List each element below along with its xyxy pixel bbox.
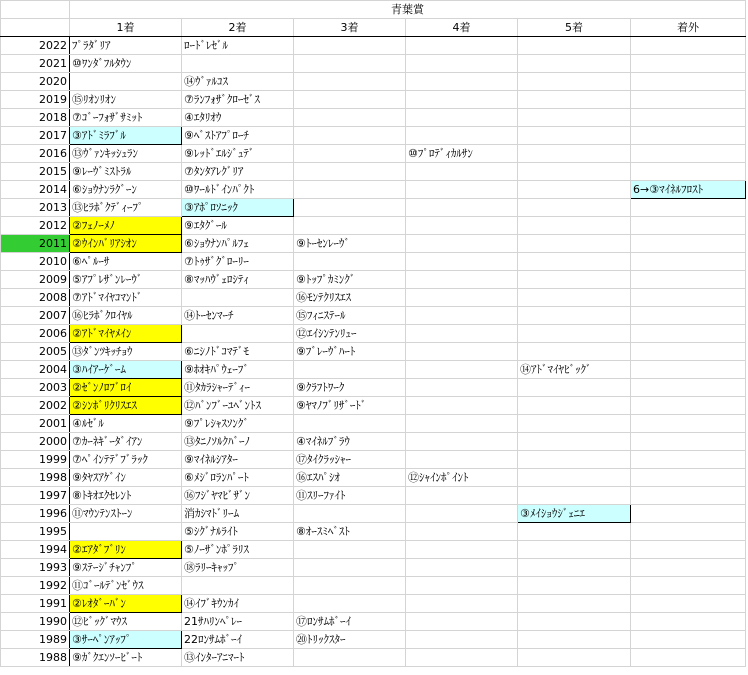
result-cell[interactable]: 21ｻﾊﾘﾝﾍﾟﾚｰ (182, 613, 294, 631)
result-cell[interactable] (518, 379, 631, 397)
table-row (1, 55, 746, 73)
result-cell[interactable]: ⑬ｳﾞｧﾝｷｯｼｭﾗﾝ (70, 145, 182, 163)
result-cell[interactable] (406, 559, 518, 577)
result-cell[interactable] (406, 91, 518, 109)
year-cell[interactable]: 1998 (1, 469, 70, 487)
result-cell[interactable]: ②ｾﾞﾝﾉﾛﾌﾞﾛｲ (70, 379, 182, 397)
result-cell[interactable] (631, 415, 746, 433)
result-cell[interactable] (70, 523, 182, 541)
result-cell[interactable]: ⑥ﾒｼﾞﾛﾗﾝﾊﾟｰﾄ (182, 469, 294, 487)
result-cell[interactable]: ⑨ﾌﾟﾚｼｬｽｿﾝｸﾞ (182, 415, 294, 433)
header-3rd[interactable]: 3着 (294, 19, 406, 37)
result-cell[interactable]: ⑧ﾏｯﾊｳﾞｪﾛｼﾃｨ (182, 271, 294, 289)
result-cell[interactable]: ⑥ｼｮｳﾅﾝﾊﾟﾙﾌｪ (182, 235, 294, 253)
result-cell[interactable]: ⑱ﾗﾘｰｷｬｯﾌﾟ (182, 559, 294, 577)
result-cell[interactable] (631, 379, 746, 397)
result-cell[interactable]: ⑩ﾌﾟﾛﾃﾞｨｶﾙｻﾝ (406, 145, 518, 163)
table-row (1, 37, 746, 55)
result-cell[interactable] (518, 289, 631, 307)
result-cell[interactable]: ⑧ｵｰｽﾐﾍﾞｽﾄ (294, 523, 406, 541)
result-cell[interactable] (518, 181, 631, 199)
table-row (1, 451, 746, 469)
year-cell[interactable]: 1994 (1, 541, 70, 559)
result-cell[interactable] (631, 505, 746, 523)
table-row (1, 523, 746, 541)
year-cell[interactable]: 1995 (1, 523, 70, 541)
result-cell[interactable]: ⑪ｺﾞｰﾙﾃﾞﾝｾﾞｳｽ (70, 577, 182, 595)
result-cell[interactable] (294, 199, 406, 217)
result-cell[interactable]: ⑨ﾌﾞﾚｰｳﾞﾊｰﾄ (294, 343, 406, 361)
year-cell[interactable]: 2007 (1, 307, 70, 325)
result-cell[interactable]: ③ﾒｲｼｮｳｼﾞｪﾆｴ (518, 505, 631, 523)
result-cell[interactable]: ⑮ﾌｨﾆｽﾃｰﾙ (294, 307, 406, 325)
result-cell[interactable] (631, 73, 746, 91)
result-cell[interactable] (406, 253, 518, 271)
result-cell[interactable]: ⑰ﾀｲｸﾗｯｼｬｰ (294, 451, 406, 469)
result-cell[interactable] (406, 163, 518, 181)
result-cell[interactable] (631, 361, 746, 379)
result-cell[interactable] (518, 397, 631, 415)
result-cell[interactable] (631, 523, 746, 541)
table-row (1, 343, 746, 361)
result-cell[interactable] (518, 433, 631, 451)
result-cell[interactable] (518, 469, 631, 487)
year-cell[interactable]: 2015 (1, 163, 70, 181)
header-1st[interactable]: 1着 (70, 19, 182, 37)
result-cell[interactable] (406, 289, 518, 307)
year-cell[interactable]: 1993 (1, 559, 70, 577)
result-cell[interactable] (294, 559, 406, 577)
result-cell[interactable] (406, 37, 518, 55)
year-cell[interactable]: 2018 (1, 109, 70, 127)
result-cell[interactable]: 消ｶｼﾏﾄﾞﾘｰﾑ (182, 505, 294, 523)
result-cell[interactable] (182, 325, 294, 343)
result-cell[interactable] (518, 343, 631, 361)
result-cell[interactable] (294, 415, 406, 433)
result-cell[interactable]: ③ｱﾎﾟﾛｿﾆｯｸ (182, 199, 294, 217)
result-cell[interactable] (518, 577, 631, 595)
year-cell[interactable]: 1990 (1, 613, 70, 631)
table-row (1, 199, 746, 217)
result-cell[interactable]: ⑫ｴｲｼﾝﾃﾝﾘｭｰ (294, 325, 406, 343)
result-cell[interactable] (631, 163, 746, 181)
year-cell[interactable]: 2008 (1, 289, 70, 307)
result-cell[interactable] (631, 433, 746, 451)
result-cell[interactable]: ⑦ﾄｩｻﾞｸﾞﾛｰﾘｰ (182, 253, 294, 271)
table-row (1, 163, 746, 181)
result-cell[interactable] (631, 307, 746, 325)
year-cell[interactable]: 1991 (1, 595, 70, 613)
year-cell[interactable]: 2013 (1, 199, 70, 217)
result-cell[interactable] (518, 91, 631, 109)
result-cell[interactable]: ⑦ｱﾄﾞﾏｲﾔｺﾏﾝﾄﾞ (70, 289, 182, 307)
result-cell[interactable] (518, 631, 631, 649)
result-cell[interactable] (406, 613, 518, 631)
year-cell[interactable]: 2020 (1, 73, 70, 91)
result-cell[interactable] (631, 649, 746, 667)
result-cell[interactable] (406, 307, 518, 325)
table-row (1, 181, 746, 199)
result-cell[interactable] (631, 109, 746, 127)
result-cell[interactable]: ⑯ﾓﾝﾃｸﾘｽｴｽ (294, 289, 406, 307)
result-cell[interactable]: ②ｴｱﾀﾞﾌﾞﾘﾝ (70, 541, 182, 559)
result-cell[interactable] (406, 325, 518, 343)
result-cell[interactable] (631, 631, 746, 649)
result-cell[interactable]: ②ﾚｵﾀﾞｰﾊﾞﾝ (70, 595, 182, 613)
result-cell[interactable] (518, 127, 631, 145)
result-cell[interactable]: 6→③ﾏｲﾈﾙﾌﾛｽﾄ (631, 181, 746, 199)
result-cell[interactable] (631, 271, 746, 289)
result-cell[interactable] (406, 523, 518, 541)
result-cell[interactable] (294, 577, 406, 595)
result-cell[interactable]: ⑨ﾏｲﾈﾙｼｱﾀｰ (182, 451, 294, 469)
result-cell[interactable] (518, 415, 631, 433)
table-row (1, 613, 746, 631)
table-row (1, 631, 746, 649)
result-cell[interactable]: ⑤ｼｸﾞﾅﾙﾗｲﾄ (182, 523, 294, 541)
result-cell[interactable]: ③ｱﾄﾞﾐﾗﾌﾞﾙ (70, 127, 182, 145)
result-cell[interactable] (518, 235, 631, 253)
result-cell[interactable]: ④ﾙｾﾞﾙ (70, 415, 182, 433)
result-cell[interactable]: ﾛｰﾄﾞﾚｾﾞﾙ (182, 37, 294, 55)
result-cell[interactable] (518, 325, 631, 343)
result-cell[interactable] (70, 73, 182, 91)
result-cell[interactable] (518, 487, 631, 505)
header-row (1, 19, 746, 37)
result-cell[interactable] (518, 109, 631, 127)
result-cell[interactable] (518, 559, 631, 577)
result-cell[interactable] (631, 397, 746, 415)
table-row (1, 415, 746, 433)
result-cell[interactable] (518, 217, 631, 235)
result-cell[interactable] (631, 559, 746, 577)
result-cell[interactable] (294, 595, 406, 613)
result-cell[interactable] (518, 595, 631, 613)
result-cell[interactable] (518, 523, 631, 541)
result-cell[interactable] (294, 37, 406, 55)
result-cell[interactable]: ⑬ﾀﾞﾝﾂｷｯﾁｮｳ (70, 343, 182, 361)
result-cell[interactable] (631, 37, 746, 55)
year-cell[interactable]: 2022 (1, 37, 70, 55)
header-other[interactable]: 着外 (631, 19, 746, 37)
result-cell[interactable]: ⑫ｼｬｲﾝﾎﾟｲﾝﾄ (406, 469, 518, 487)
result-cell[interactable] (182, 55, 294, 73)
result-cell[interactable] (631, 253, 746, 271)
result-cell[interactable] (406, 235, 518, 253)
result-cell[interactable] (294, 217, 406, 235)
table-row (1, 109, 746, 127)
result-cell[interactable] (631, 145, 746, 163)
table-row (1, 577, 746, 595)
result-cell[interactable] (294, 73, 406, 91)
result-cell[interactable]: ⑬ｲﾝﾀｰｱﾆﾏｰﾄ (182, 649, 294, 667)
result-cell[interactable] (518, 199, 631, 217)
result-cell[interactable]: ⑪ﾏｳﾝﾃﾝｽﾄｰﾝ (70, 505, 182, 523)
year-cell[interactable]: 1996 (1, 505, 70, 523)
result-cell[interactable]: ②ｼﾝﾎﾞﾘｸﾘｽｴｽ (70, 397, 182, 415)
result-cell[interactable]: ⑦ﾀﾝﾀｱﾚｸﾞﾘｱ (182, 163, 294, 181)
result-cell[interactable]: ②ｳｲﾝﾊﾞﾘｱｼｵﾝ (70, 235, 182, 253)
result-cell[interactable]: ②ﾌｪﾉｰﾒﾉ (70, 217, 182, 235)
result-cell[interactable]: ⑩ﾜｰﾙﾄﾞｲﾝﾊﾟｸﾄ (182, 181, 294, 199)
result-cell[interactable]: ⑨ﾄｰｾﾝﾚｰｳﾞ (294, 235, 406, 253)
result-cell[interactable] (294, 181, 406, 199)
result-cell[interactable]: ⑨ﾄｯﾌﾟｶﾐﾝｸﾞ (294, 271, 406, 289)
sheet-title[interactable]: 青葉賞 (70, 1, 746, 19)
result-cell[interactable]: ⑯ﾋﾗﾎﾞｸﾛｲﾔﾙ (70, 307, 182, 325)
result-cell[interactable]: ⑨ｸﾗﾌﾄﾜｰｸ (294, 379, 406, 397)
result-cell[interactable] (294, 163, 406, 181)
result-cell[interactable]: ⑦ｺﾞｰﾌｫｻﾞｻﾐｯﾄ (70, 109, 182, 127)
year-cell[interactable]: 2004 (1, 361, 70, 379)
result-cell[interactable] (518, 55, 631, 73)
result-cell[interactable] (631, 487, 746, 505)
table-row (1, 541, 746, 559)
result-cell[interactable]: ⑭ｱﾄﾞﾏｲﾔﾋﾞｯｸﾞ (518, 361, 631, 379)
result-cell[interactable] (518, 253, 631, 271)
result-cell[interactable] (294, 253, 406, 271)
result-cell[interactable]: ⑥ﾍﾟﾙｰｻ (70, 253, 182, 271)
result-cell[interactable]: ⑫ﾋﾞｯｸﾞﾏｳｽ (70, 613, 182, 631)
result-cell[interactable] (406, 433, 518, 451)
result-cell[interactable] (406, 109, 518, 127)
result-cell[interactable]: ⑮ﾘｵﾝﾘｵﾝ (70, 91, 182, 109)
result-cell[interactable] (294, 55, 406, 73)
result-cell[interactable] (406, 55, 518, 73)
result-cell[interactable]: ⑨ｶﾞｸｴﾝｿｰﾋﾞｰﾄ (70, 649, 182, 667)
result-cell[interactable]: ②ｱﾄﾞﾏｲﾔﾒｲﾝ (70, 325, 182, 343)
result-cell[interactable]: ③ｻｰﾍﾟﾝｱｯﾌﾟ (70, 631, 182, 649)
result-cell[interactable]: ⑨ﾎｵｷﾊﾟｳｪｰﾌﾞ (182, 361, 294, 379)
result-cell[interactable] (182, 577, 294, 595)
result-cell[interactable] (631, 289, 746, 307)
table-row (1, 91, 746, 109)
table-row (1, 379, 746, 397)
result-cell[interactable] (631, 469, 746, 487)
year-cell[interactable]: 2000 (1, 433, 70, 451)
year-cell[interactable]: 2014 (1, 181, 70, 199)
table-row (1, 235, 746, 253)
result-cell[interactable] (406, 541, 518, 559)
result-cell[interactable] (518, 649, 631, 667)
result-cell[interactable] (518, 37, 631, 55)
table-row (1, 145, 746, 163)
table-row (1, 271, 746, 289)
table-row (1, 361, 746, 379)
result-cell[interactable]: ④ｴﾀﾘｵｳ (182, 109, 294, 127)
result-cell[interactable] (631, 451, 746, 469)
year-cell[interactable]: 2006 (1, 325, 70, 343)
result-cell[interactable] (406, 451, 518, 469)
result-cell[interactable] (294, 109, 406, 127)
table-row (1, 487, 746, 505)
result-cell[interactable] (631, 55, 746, 73)
result-cell[interactable] (406, 379, 518, 397)
result-cell[interactable] (294, 91, 406, 109)
result-cell[interactable] (294, 145, 406, 163)
result-cell[interactable] (518, 541, 631, 559)
year-cell[interactable]: 2005 (1, 343, 70, 361)
table-row (1, 469, 746, 487)
result-cell[interactable] (406, 577, 518, 595)
result-cell[interactable] (631, 541, 746, 559)
year-cell[interactable]: 1992 (1, 577, 70, 595)
table-row (1, 127, 746, 145)
result-cell[interactable]: ④ﾏｲﾈﾙﾌﾞﾗｳ (294, 433, 406, 451)
result-cell[interactable] (406, 181, 518, 199)
result-cell[interactable] (406, 199, 518, 217)
table-row (1, 397, 746, 415)
result-cell[interactable]: ⑯ｴｽﾊﾟｼｵ (294, 469, 406, 487)
result-cell[interactable]: ⑦ﾍﾟｲﾝﾃﾃﾞﾌﾞﾗｯｸ (70, 451, 182, 469)
table-row (1, 559, 746, 577)
result-cell[interactable]: ⑬ﾋﾗﾎﾞｸﾃﾞｨｰﾌﾟ (70, 199, 182, 217)
result-cell[interactable]: ⑦ｶｰﾈｷﾞｰﾀﾞｲｱﾝ (70, 433, 182, 451)
year-cell[interactable]: 2003 (1, 379, 70, 397)
result-cell[interactable]: ⑦ﾗﾝﾌｫｻﾞｸﾛｰｾﾞｽ (182, 91, 294, 109)
title-row-spacer[interactable] (1, 1, 70, 19)
year-cell[interactable]: 2011 (1, 235, 70, 253)
year-cell[interactable]: 2010 (1, 253, 70, 271)
result-cell[interactable]: 22ﾛﾝｻﾑﾎﾞｰｲ (182, 631, 294, 649)
table-row (1, 307, 746, 325)
result-cell[interactable] (182, 289, 294, 307)
result-cell[interactable]: ⑩ﾜﾝﾀﾞﾌﾙﾀｳﾝ (70, 55, 182, 73)
result-cell[interactable] (406, 343, 518, 361)
year-cell[interactable]: 2021 (1, 55, 70, 73)
result-cell[interactable]: ⑥ｼｮｳﾅﾝﾗｸﾞｰﾝ (70, 181, 182, 199)
result-cell[interactable]: ⑨ﾀﾔｽｱｹﾞｲﾝ (70, 469, 182, 487)
year-cell[interactable]: 2019 (1, 91, 70, 109)
result-cell[interactable]: ⑨ｴﾀｸﾞｰﾙ (182, 217, 294, 235)
year-cell[interactable]: 1999 (1, 451, 70, 469)
result-cell[interactable] (406, 271, 518, 289)
header-year-cell[interactable] (1, 19, 70, 37)
result-cell[interactable] (294, 649, 406, 667)
result-cell[interactable]: ⑰ﾛﾝｻﾑﾎﾞｰｲ (294, 613, 406, 631)
result-cell[interactable] (406, 487, 518, 505)
title-row (1, 1, 746, 19)
result-cell[interactable]: ⑨ﾔﾏﾉﾌﾞﾘｻﾞｰﾄﾞ (294, 397, 406, 415)
result-cell[interactable]: ﾌﾟﾗﾀﾞﾘｱ (70, 37, 182, 55)
result-cell[interactable]: ⑭ｳﾞｧﾙｺｽ (182, 73, 294, 91)
result-cell[interactable] (518, 145, 631, 163)
result-cell[interactable]: ⑨ｽﾃｰｼﾞﾁｬﾝﾌﾟ (70, 559, 182, 577)
result-cell[interactable] (294, 541, 406, 559)
result-cell[interactable] (294, 505, 406, 523)
result-cell[interactable] (631, 235, 746, 253)
result-cell[interactable]: ⑨ﾍﾞｽﾄｱﾌﾟﾛｰﾁ (182, 127, 294, 145)
result-cell[interactable] (518, 163, 631, 181)
result-cell[interactable]: ⑫ﾊﾞﾝﾌﾞｰﾕﾍﾞﾝﾄｽ (182, 397, 294, 415)
result-cell[interactable] (406, 631, 518, 649)
year-cell[interactable]: 2001 (1, 415, 70, 433)
result-cell[interactable] (518, 613, 631, 631)
result-cell[interactable]: ⑨ﾚｰｳﾞﾐｽﾄﾗﾙ (70, 163, 182, 181)
result-cell[interactable] (631, 595, 746, 613)
result-cell[interactable]: ③ﾊｲｱｰｹﾞｰﾑ (70, 361, 182, 379)
result-cell[interactable] (631, 343, 746, 361)
table-row (1, 253, 746, 271)
result-cell[interactable] (294, 127, 406, 145)
result-cell[interactable] (518, 307, 631, 325)
year-cell[interactable]: 2012 (1, 217, 70, 235)
result-cell[interactable] (631, 91, 746, 109)
result-cell[interactable] (406, 415, 518, 433)
table-row (1, 217, 746, 235)
result-cell[interactable] (406, 595, 518, 613)
result-cell[interactable]: ⑤ｱﾌﾟﾚｻﾞﾝﾚｰｳﾞ (70, 271, 182, 289)
result-cell[interactable]: ⑨ﾚｯﾄﾞｴﾙｼﾞｭﾃﾞ (182, 145, 294, 163)
result-cell[interactable]: ⑭ﾄｰｾﾝﾏｰﾁ (182, 307, 294, 325)
result-cell[interactable] (518, 451, 631, 469)
result-cell[interactable] (631, 199, 746, 217)
result-cell[interactable]: ⑯ﾌｼﾞﾔﾏﾋﾞｻﾞﾝ (182, 487, 294, 505)
result-cell[interactable]: ⑤ﾉｰｻﾞﾝﾎﾟﾗﾘｽ (182, 541, 294, 559)
result-cell[interactable] (406, 127, 518, 145)
result-cell[interactable] (631, 217, 746, 235)
result-cell[interactable]: ⑪ﾀｶﾗｼｬｰﾃﾞｨｰ (182, 379, 294, 397)
table-row (1, 325, 746, 343)
year-cell[interactable]: 2016 (1, 145, 70, 163)
result-cell[interactable] (631, 325, 746, 343)
result-cell[interactable]: ⑥ﾆｼﾉﾄﾞｺﾏﾃﾞﾓ (182, 343, 294, 361)
result-cell[interactable] (406, 361, 518, 379)
table-row (1, 595, 746, 613)
result-cell[interactable] (631, 613, 746, 631)
year-cell[interactable]: 2002 (1, 397, 70, 415)
table-row (1, 73, 746, 91)
result-cell[interactable]: ⑧ﾄｷｵｴｸｾﾚﾝﾄ (70, 487, 182, 505)
result-cell[interactable] (631, 577, 746, 595)
header-2nd[interactable]: 2着 (182, 19, 294, 37)
table-row (1, 649, 746, 667)
table-row (1, 505, 746, 523)
result-cell[interactable] (406, 217, 518, 235)
table-row (1, 289, 746, 307)
result-cell[interactable] (406, 73, 518, 91)
result-cell[interactable]: ⑬ﾀﾆﾉｿﾙｸﾊﾞｰﾉ (182, 433, 294, 451)
year-cell[interactable]: 1989 (1, 631, 70, 649)
result-cell[interactable] (294, 361, 406, 379)
result-cell[interactable] (406, 505, 518, 523)
table-row (1, 433, 746, 451)
result-cell[interactable]: ⑭ｲﾌﾞｷｳﾝｶｲ (182, 595, 294, 613)
year-cell[interactable]: 2017 (1, 127, 70, 145)
result-cell[interactable] (518, 73, 631, 91)
year-cell[interactable]: 2009 (1, 271, 70, 289)
result-cell[interactable]: ⑳ﾄﾘｯｸｽﾀｰ (294, 631, 406, 649)
result-cell[interactable] (406, 649, 518, 667)
header-5th[interactable]: 5着 (518, 19, 631, 37)
year-cell[interactable]: 1997 (1, 487, 70, 505)
year-cell[interactable]: 1988 (1, 649, 70, 667)
result-cell[interactable] (631, 127, 746, 145)
header-4th[interactable]: 4着 (406, 19, 518, 37)
result-cell[interactable] (518, 271, 631, 289)
result-cell[interactable]: ⑪ｽﾘｰﾌｧｲﾄ (294, 487, 406, 505)
result-cell[interactable] (406, 397, 518, 415)
